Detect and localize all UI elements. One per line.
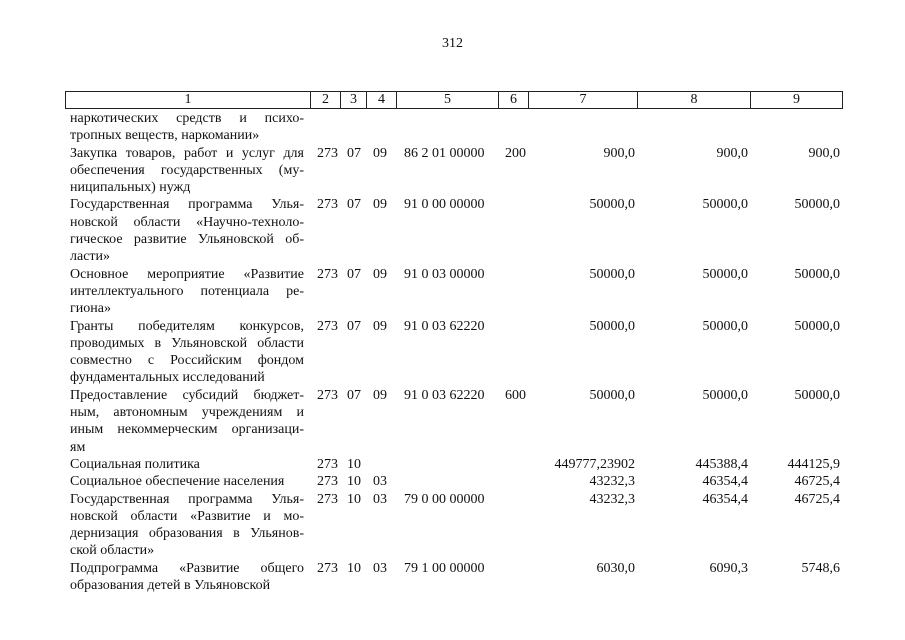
- cell-c7: 449777,23902: [554, 456, 635, 472]
- cell-c6: [498, 266, 528, 318]
- cell-c5: 79 1 00 00000: [404, 560, 485, 576]
- cell-c8: 445388,4: [695, 456, 748, 472]
- row-name-cell: [65, 196, 310, 265]
- row-name-line: новской области «Научно-техноло-: [70, 214, 304, 230]
- cell-c4: 03: [373, 491, 387, 507]
- cell-c2: 273: [317, 387, 338, 403]
- cell-c2: 273: [317, 145, 338, 161]
- cell-c2: 273: [317, 318, 338, 334]
- cell-c5: 91 0 03 00000: [404, 266, 485, 282]
- cell-c4: 09: [373, 318, 387, 334]
- cell-c6: [498, 196, 528, 265]
- row-name-cell: [65, 145, 310, 197]
- cell-c6: [498, 318, 528, 387]
- cell-c7: 6030,0: [596, 560, 635, 576]
- cell-c3: 10: [347, 474, 361, 490]
- row-name-line: иным некоммерческим организаци-: [70, 422, 304, 438]
- header-cell: 4: [367, 92, 397, 109]
- header-cell: 5: [397, 92, 499, 109]
- cell-c8: 50000,0: [702, 318, 748, 334]
- cell-c6: 200: [505, 145, 526, 161]
- cell-c5: 86 2 01 00000: [404, 145, 485, 161]
- cell-c3: 07: [347, 387, 361, 403]
- cell-c4: 09: [373, 387, 387, 403]
- row-name-line: обеспечения государственных (му-: [70, 162, 304, 178]
- column-header-table: [65, 91, 843, 109]
- row-name-line: Социальное обеспечение населения: [70, 474, 285, 490]
- cell-c9: 50000,0: [794, 387, 840, 403]
- cell-c8: 50000,0: [702, 387, 748, 403]
- cell-c2: 273: [317, 266, 338, 282]
- row-name-line: Социальная политика: [70, 456, 200, 472]
- cell-c5: [396, 456, 498, 473]
- row-name-cell: [65, 456, 310, 473]
- cell-c9: 50000,0: [794, 197, 840, 213]
- cell-c2: 273: [317, 197, 338, 213]
- header-cell: 1: [66, 92, 311, 109]
- row-name-line: гическое развитие Ульяновской об-: [70, 232, 304, 248]
- cell-c6: [498, 456, 528, 473]
- cell-c3: 07: [347, 197, 361, 213]
- cell-c5: 91 0 03 62220: [404, 318, 485, 334]
- cell-c7: 50000,0: [589, 387, 635, 403]
- cell-c9: 444125,9: [787, 456, 840, 472]
- cell-c6: [498, 473, 528, 490]
- table-row: [65, 196, 842, 265]
- cell-c4: 09: [373, 197, 387, 213]
- table-row: [65, 473, 842, 490]
- cell-c4: 09: [373, 145, 387, 161]
- cell-c5: [396, 110, 498, 145]
- cell-c5: 91 0 00 00000: [404, 197, 485, 213]
- row-name-line: гиона»: [70, 301, 111, 317]
- table-row: [65, 387, 842, 456]
- cell-c3: [340, 110, 366, 145]
- row-name-line: новской области «Развитие и мо-: [70, 508, 304, 524]
- cell-c8: 50000,0: [702, 197, 748, 213]
- cell-c4: 03: [373, 474, 387, 490]
- row-name-cell: [65, 318, 310, 387]
- cell-c3: 10: [347, 491, 361, 507]
- row-name-line: ласти»: [70, 249, 111, 265]
- cell-c8: 46354,4: [702, 474, 748, 490]
- cell-c4: 03: [373, 560, 387, 576]
- cell-c9: [750, 110, 842, 145]
- cell-c7: [528, 110, 637, 145]
- table-row: [65, 318, 842, 387]
- header-row: [66, 92, 843, 109]
- cell-c5: [396, 473, 498, 490]
- row-name-line: Основное мероприятие «Развитие: [70, 266, 304, 282]
- row-name-line: тропных веществ, наркомании»: [70, 128, 260, 144]
- row-name-line: ской области»: [70, 543, 155, 559]
- cell-c9: 50000,0: [794, 318, 840, 334]
- cell-c9: 50000,0: [794, 266, 840, 282]
- cell-c8: 46354,4: [702, 491, 748, 507]
- cell-c3: 10: [347, 456, 361, 472]
- table-row: [65, 456, 842, 473]
- row-name-line: фундаментальных исследований: [70, 370, 265, 386]
- row-name-line: проводимых в Ульяновской области: [70, 335, 304, 351]
- row-name-line: ям: [70, 439, 86, 455]
- row-name-line: Государственная программа Улья-: [70, 197, 304, 213]
- row-name-line: образования детей в Ульяновской: [70, 578, 271, 594]
- cell-c7: 43232,3: [589, 491, 635, 507]
- cell-c2: [310, 110, 340, 145]
- row-name-cell: [65, 491, 310, 560]
- cell-c6: [498, 560, 528, 595]
- header-cell: 9: [751, 92, 843, 109]
- cell-c7: 50000,0: [589, 318, 635, 334]
- cell-c7: 900,0: [603, 145, 635, 161]
- row-name-line: дернизация образования в Ульянов-: [70, 526, 304, 542]
- row-name-line: совместно с Российским фондом: [70, 353, 304, 369]
- row-name-line: Гранты победителям конкурсов,: [70, 318, 304, 334]
- cell-c9: 900,0: [808, 145, 840, 161]
- header-cell: 3: [341, 92, 367, 109]
- cell-c5: 91 0 03 62220: [404, 387, 485, 403]
- row-name-line: Предоставление субсидий бюджет-: [70, 387, 304, 403]
- table-row: [65, 266, 842, 318]
- cell-c7: 50000,0: [589, 197, 635, 213]
- cell-c3: 10: [347, 560, 361, 576]
- row-name-line: наркотических средств и психо-: [70, 111, 304, 126]
- row-name-cell: [65, 266, 310, 318]
- budget-table: [65, 110, 842, 594]
- cell-c4: 09: [373, 266, 387, 282]
- cell-c6: [498, 491, 528, 560]
- cell-c2: 273: [317, 560, 338, 576]
- cell-c3: 07: [347, 266, 361, 282]
- cell-c4: [366, 110, 396, 145]
- row-name-cell: [65, 560, 310, 595]
- header-cell: 6: [499, 92, 529, 109]
- header-cell: 2: [311, 92, 341, 109]
- cell-c9: 46725,4: [794, 491, 840, 507]
- row-name-line: Государственная программа Улья-: [70, 491, 304, 507]
- cell-c2: 273: [317, 491, 338, 507]
- page-number: 312: [442, 36, 463, 51]
- cell-c2: 273: [317, 456, 338, 472]
- cell-c8: 50000,0: [702, 266, 748, 282]
- table-row: [65, 560, 842, 595]
- row-name-cell: [65, 110, 310, 145]
- cell-c9: 5748,6: [801, 560, 840, 576]
- row-name-line: интеллектуального потенциала ре-: [70, 283, 304, 299]
- table-row: [65, 145, 842, 197]
- cell-c9: 46725,4: [794, 474, 840, 490]
- cell-c6: 600: [505, 387, 526, 403]
- header-cell: 7: [529, 92, 638, 109]
- header-cell: 8: [638, 92, 751, 109]
- cell-c6: [498, 110, 528, 145]
- cell-c3: 07: [347, 318, 361, 334]
- cell-c4: [366, 456, 396, 473]
- cell-c2: 273: [317, 474, 338, 490]
- cell-c8: [637, 110, 750, 145]
- cell-c7: 50000,0: [589, 266, 635, 282]
- cell-c3: 07: [347, 145, 361, 161]
- row-name-cell: [65, 473, 310, 490]
- cell-c7: 43232,3: [589, 474, 635, 490]
- row-name-cell: [65, 387, 310, 456]
- row-name-line: ным, автономным учреждениям и: [70, 405, 304, 421]
- row-name-line: Закупка товаров, работ и услуг для: [70, 145, 304, 161]
- row-name-line: Подпрограмма «Развитие общего: [70, 560, 304, 576]
- cell-c8: 6090,3: [709, 560, 748, 576]
- row-name-line: ниципальных) нужд: [70, 180, 191, 196]
- cell-c8: 900,0: [716, 145, 748, 161]
- table-row: [65, 491, 842, 560]
- cell-c5: 79 0 00 00000: [404, 491, 485, 507]
- table-row: [65, 110, 842, 145]
